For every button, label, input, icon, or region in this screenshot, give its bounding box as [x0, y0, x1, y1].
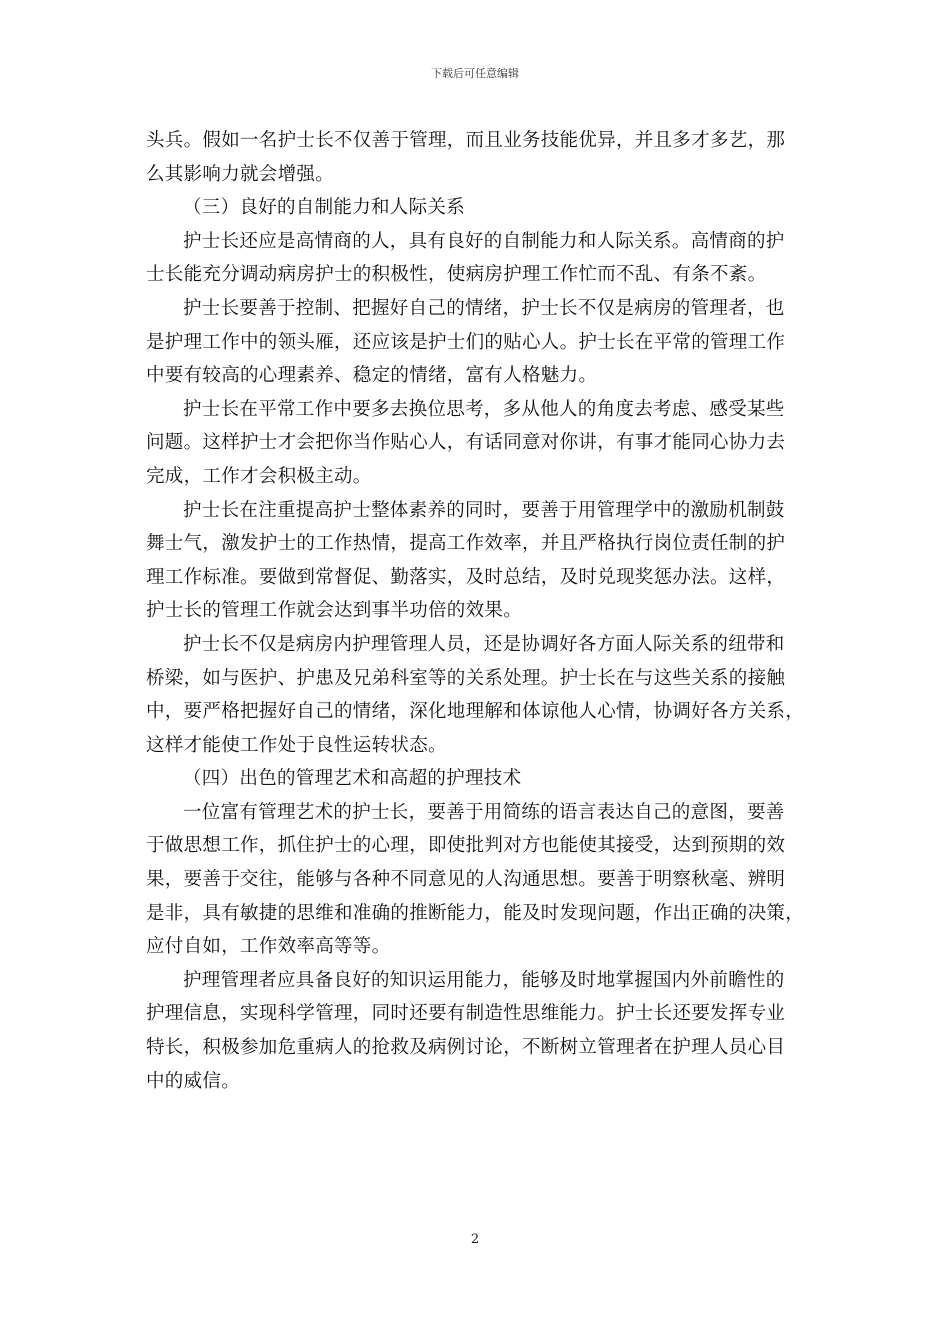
paragraph-line: 护理信息，实现科学管理，同时还要有制造性思维能力。护士长还要发挥专业 [146, 1003, 786, 1025]
paragraph-line: 护士长在平常工作中要多去换位思考，多从他人的角度去考虑、感受某些 [183, 398, 785, 420]
paragraph-line: 理工作标准。要做到常督促、勤落实，及时总结，及时兑现奖惩办法。这样， [146, 566, 786, 588]
page-number: 2 [470, 1232, 480, 1247]
paragraph-line: 这样才能使工作处于良性运转状态。 [146, 734, 447, 756]
paragraph-line: 士长能充分调动病房护士的积极性，使病房护理工作忙而不乱、有条不紊。 [146, 264, 767, 286]
paragraph-line: 特长，积极参加危重病人的抢救及病例讨论，不断树立管理者在护理人员心目 [146, 1037, 786, 1059]
paragraph-line: 是非，具有敏捷的思维和准确的推断能力，能及时发现问题，作出正确的决策， [146, 902, 805, 924]
paragraph-line: 应付自如，工作效率高等等。 [146, 936, 391, 958]
paragraph-line: 护士长不仅是病房内护理管理人员，还是协调好各方面人际关系的纽带和 [183, 633, 785, 655]
paragraph-line: 护士长还应是高情商的人，具有良好的自制能力和人际关系。高情商的护 [183, 230, 785, 252]
paragraph-line: 么其影响力就会增强。 [146, 163, 335, 185]
paragraph-line: 护士长要善于控制、把握好自己的情绪，护士长不仅是病房的管理者，也 [183, 297, 785, 319]
paragraph-line: 舞士气，激发护士的工作热情，提高工作效率，并且严格执行岗位责任制的护 [146, 533, 786, 555]
paragraph-line: 头兵。假如一名护士长不仅善于管理，而且业务技能优异，并且多才多艺，那 [146, 130, 786, 151]
paragraph-line: 中的威信。 [146, 1070, 241, 1092]
paragraph-line: 桥梁，如与医护、护患及兄弟科室等的关系处理。护士长在与这些关系的接触 [146, 667, 786, 689]
paragraph-line: 一位富有管理艺术的护士长，要善于用简练的语言表达自己的意图，要善 [183, 801, 785, 823]
document-body [146, 124, 811, 1098]
paragraph-line: 中，要严格把握好自己的情绪，深化地理解和体谅他人心情，协调好各方关系， [146, 701, 805, 723]
paragraph-line: 是护理工作中的领头雁，还应该是护士们的贴心人。护士长在平常的管理工作 [146, 331, 786, 353]
page-header: 下载后可任意编辑 [431, 67, 519, 80]
paragraph-line: 于做思想工作，抓住护士的心理，即使批判对方也能使其接受，达到预期的效 [146, 835, 786, 857]
paragraph-line: 果，要善于交往，能够与各种不同意见的人沟通思想。要善于明察秋毫、辨明 [146, 869, 786, 891]
section-heading: （四）出色的管理艺术和高超的护理技术 [183, 768, 522, 790]
paragraph-line: 问题。这样护士才会把你当作贴心人，有话同意对你讲，有事才能同心协力去 [146, 432, 786, 454]
paragraph-line: 护理管理者应具备良好的知识运用能力，能够及时地掌握国内外前瞻性的 [183, 969, 785, 991]
paragraph-line: 中要有较高的心理素养、稳定的情绪，富有人格魅力。 [146, 365, 598, 387]
section-heading: （三）良好的自制能力和人际关系 [183, 197, 466, 219]
paragraph-line: 护士长的管理工作就会达到事半功倍的效果。 [146, 600, 523, 622]
paragraph-line: 完成，工作才会积极主动。 [146, 465, 372, 487]
paragraph-line: 护士长在注重提高护士整体素养的同时，要善于用管理学中的激励机制鼓 [183, 499, 785, 521]
